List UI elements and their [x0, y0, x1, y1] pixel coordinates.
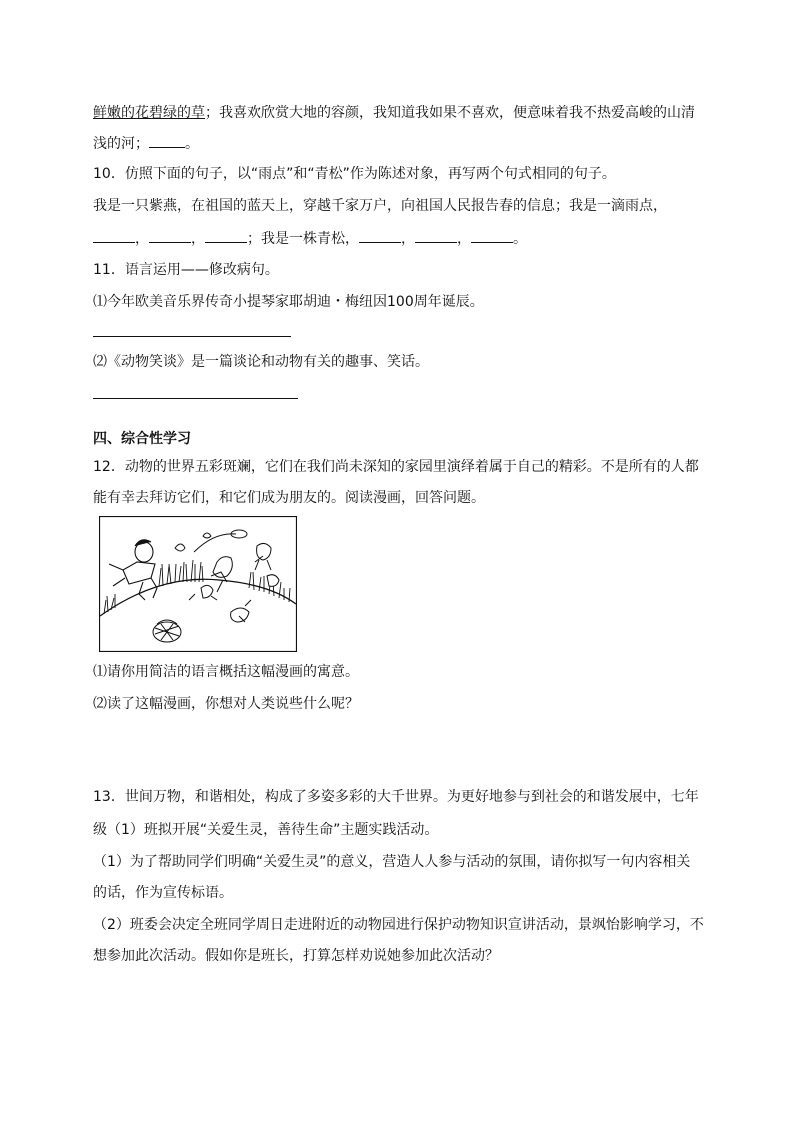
q9-line1-rest: ；我喜欢欣赏大地的容颜，我知道我如果不喜欢，便意味着我不热爱高峻的山清	[205, 105, 695, 121]
q10-comma-2: ，	[191, 231, 205, 247]
q13-item1-line1: （1）为了帮助同学们明确“关爱生灵”的意义，营造人人参与活动的氛围，请你拟写一句内容相关	[93, 854, 691, 870]
q10-comma-4: ，	[457, 231, 471, 247]
q12-item1: ⑴请你用简洁的语言概括这幅漫画的寓意。	[93, 664, 359, 680]
q10-end: 。	[513, 231, 527, 247]
q10-blank-5[interactable]	[415, 228, 457, 243]
cartoon-image	[99, 516, 297, 652]
q10-mid-text: ；我是一株青松，	[247, 231, 359, 247]
q10-comma-1: ，	[135, 231, 149, 247]
q10-blank-3[interactable]	[205, 228, 247, 243]
q13-item1-line2: 的话，作为宣传标语。	[93, 885, 233, 901]
q11-stem: 11．语言运用——修改病句。	[93, 262, 279, 278]
q9-underlined-phrase: 鲜嫩的花碧绿的草	[93, 105, 205, 121]
q11-answer-line-2[interactable]	[93, 398, 298, 399]
q11-item1: ⑴今年欧美音乐界传奇小提琴家耶胡迪・梅纽因100周年诞辰。	[93, 294, 484, 310]
q9-line2-suffix: 。	[185, 136, 199, 152]
q10-blank-2[interactable]	[149, 228, 191, 243]
q13-stem-line2: 级（1）班拟开展“关爱生灵，善待生命”主题实践活动。	[93, 822, 439, 838]
q13-item2-line2: 想参加此次活动。假如你是班长，打算怎样劝说她参加此次活动？	[93, 948, 499, 964]
q9-line2-prefix: 浅的河；	[93, 136, 149, 152]
q12-stem-line2: 能有幸去拜访它们，和它们成为朋友的。阅读漫画，回答问题。	[93, 490, 485, 506]
q11-item2: ⑵《动物笑谈》是一篇谈论和动物有关的趣事、笑话。	[93, 354, 429, 370]
q12-item2: ⑵读了这幅漫画，你想对人类说些什么呢？	[93, 696, 359, 712]
q11-answer-line-1[interactable]	[93, 336, 291, 337]
q10-blank-6[interactable]	[471, 228, 513, 243]
q10-blank-4[interactable]	[359, 228, 401, 243]
section-heading: 四、综合性学习	[93, 431, 191, 447]
q10-blanks-line	[93, 228, 527, 249]
q13-stem-line1: 13．世间万物，和谐相处，构成了多姿多彩的大千世界。为更好地参与到社会的和谐发展中，七年	[93, 789, 699, 805]
q10-example: 我是一只紫燕，在祖国的蓝天上，穿越千家万户，向祖国人民报告春的信息；我是一滴雨点，	[93, 198, 667, 214]
q9-line1	[93, 103, 695, 123]
q10-stem: 10．仿照下面的句子，以“雨点”和“青松”作为陈述对象，再写两个句式相同的句子。	[93, 166, 616, 182]
q9-line2	[93, 133, 199, 154]
q13-item2-line1: （2）班委会决定全班同学周日走进附近的动物园进行保护动物知识宣讲活动，景飒怡影响学习，不	[93, 917, 704, 933]
q9-answer-blank[interactable]	[149, 133, 185, 148]
q10-blank-1[interactable]	[93, 228, 135, 243]
q10-comma-3: ，	[401, 231, 415, 247]
q12-stem-line1: 12．动物的世界五彩斑斓，它们在我们尚未深知的家园里演绎着属于自己的精彩。不是所有的人都	[93, 459, 699, 475]
